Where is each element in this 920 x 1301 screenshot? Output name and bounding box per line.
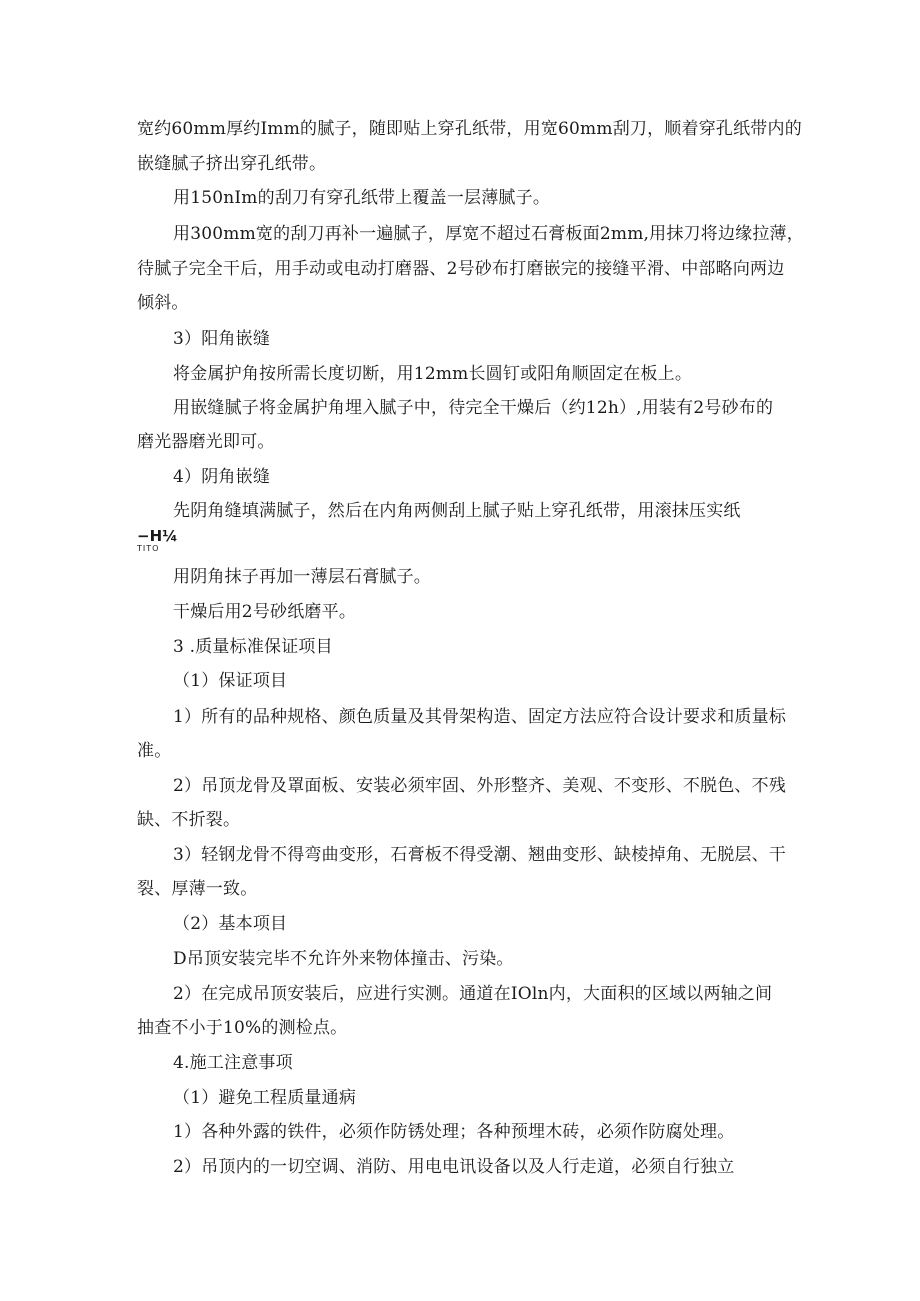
text-line: 磨光器磨光即可。 xyxy=(137,432,275,452)
section-heading: 3 .质量标准保证项目 xyxy=(173,637,333,657)
subsection-heading: （1）避免工程质量通病 xyxy=(173,1088,357,1108)
text-line: 1）各种外露的铁件，必须作防锈处理；各种预埋木砖，必须作防腐处理。 xyxy=(173,1122,735,1142)
text-line: 用150nIm的刮刀有穿孔纸带上覆盖一层薄腻子。 xyxy=(173,188,551,208)
text-line: 2）吊顶内的一切空调、消防、用电电讯设备以及人行走道，必须自行独立 xyxy=(173,1157,735,1177)
text-line: D吊顶安装完毕不允许外来物体撞击、污染。 xyxy=(173,949,514,969)
text-line: 倾斜。 xyxy=(137,293,189,313)
text-line: 准。 xyxy=(137,741,172,761)
text-line: 先阴角缝填满腻子，然后在内角两侧刮上腻子贴上穿孔纸带，用滚抹压实纸 xyxy=(173,501,741,521)
scan-artifact-mark: TITO xyxy=(137,544,160,553)
text-line: 2）在完成吊顶安装后，应进行实测。通道在IOln内，大面积的区域以两轴之间 xyxy=(173,984,773,1004)
text-line: 干燥后用2号砂纸磨平。 xyxy=(173,602,357,622)
text-line: 用300mm宽的刮刀再补一遍腻子，厚宽不超过石膏板面2mm,用抹刀将边缘拉薄， xyxy=(173,224,804,244)
text-line: 宽约60mm厚约Imm的腻子，随即贴上穿孔纸带，用宽60mm刮刀，顺着穿孔纸带内的 xyxy=(137,119,802,139)
subsection-heading: （1）保证项目 xyxy=(173,671,288,691)
text-line: 3）轻钢龙骨不得弯曲变形，石膏板不得受潮、翘曲变形、缺棱掉角、无脱层、干 xyxy=(173,845,787,865)
text-line: 2）吊顶龙骨及罩面板、安装必须牢固、外形整齐、美观、不变形、不脱色、不残 xyxy=(173,776,787,796)
section-heading: 3）阳角嵌缝 xyxy=(173,329,271,349)
text-line: 待腻子完全干后，用手动或电动打磨器、2号砂布打磨嵌完的接缝平滑、中部略向两边 xyxy=(137,259,785,279)
text-line: 嵌缝腻子挤出穿孔纸带。 xyxy=(137,154,327,174)
text-line: 抽查不小于10%的测检点。 xyxy=(137,1018,348,1038)
text-line: 将金属护角按所需长度切断，用12mm长圆钉或阳角顺固定在板上。 xyxy=(173,364,693,384)
text-line: 用嵌缝腻子将金属护角埋入腻子中，待完全干燥后（约12h）,用装有2号砂布的 xyxy=(173,398,774,418)
text-line: 用阴角抹子再加一薄层石膏腻子。 xyxy=(173,567,431,587)
scan-artifact-mark: −H¼ xyxy=(137,527,178,545)
text-line: 裂、厚薄一致。 xyxy=(137,879,258,899)
section-heading: 4）阴角嵌缝 xyxy=(173,467,271,487)
text-line: 缺、不折裂。 xyxy=(137,810,241,830)
subsection-heading: （2）基本项目 xyxy=(173,914,288,934)
section-heading: 4.施工注意事项 xyxy=(173,1053,293,1073)
text-line: 1）所有的品种规格、颜色质量及其骨架构造、固定方法应符合设计要求和质量标 xyxy=(173,707,787,727)
